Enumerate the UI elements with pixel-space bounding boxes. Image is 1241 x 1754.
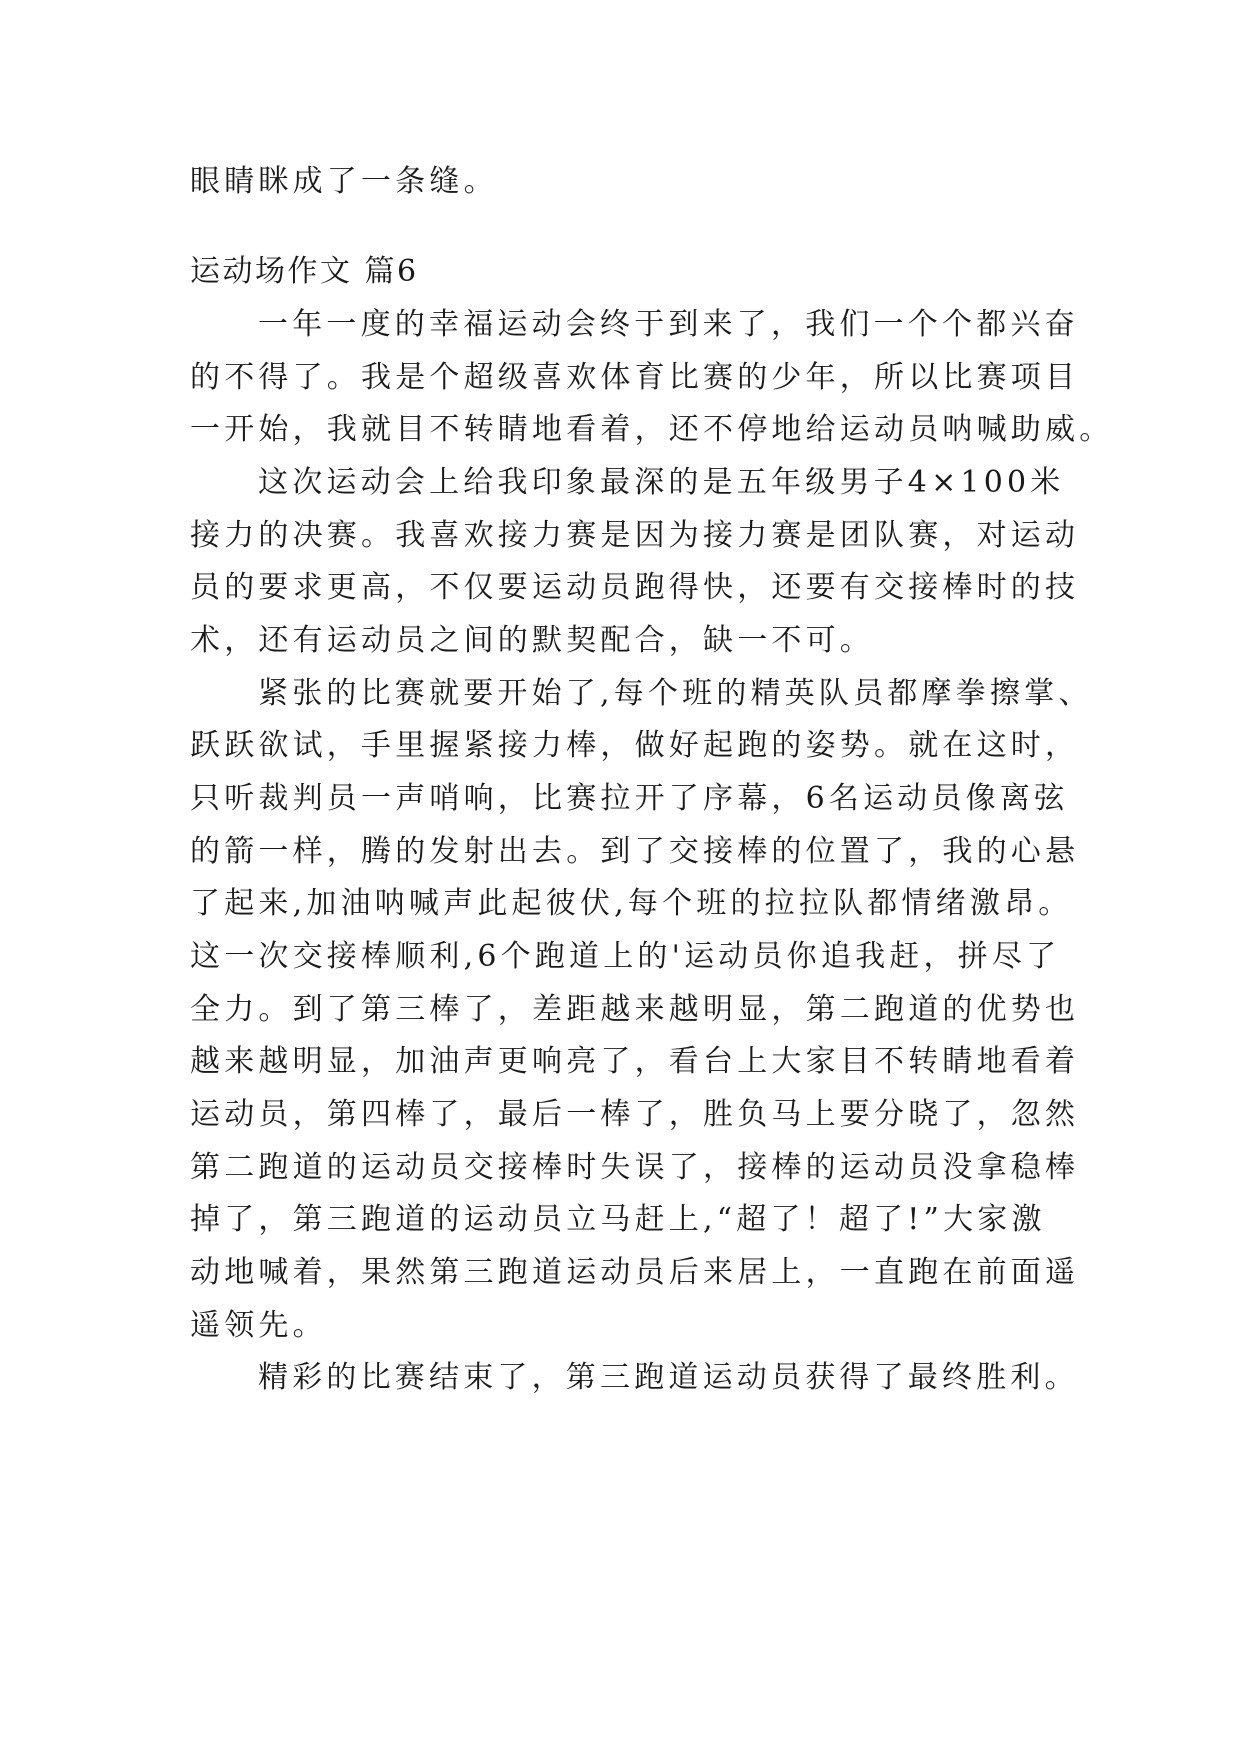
text-line: 第二跑道的运动员交接棒时失误了，接棒的运动员没拿稳棒 <box>190 1150 1080 1185</box>
text-line: 一年一度的幸福运动会终于到来了，我们一个个都兴奋 <box>258 307 1079 342</box>
text-line: 遥领先。 <box>190 1308 327 1343</box>
text-line: 眼睛眯成了一条缝。 <box>190 164 498 199</box>
text-line: 全力。到了第三棒了，差距越来越明显，第二跑道的优势也 <box>190 992 1080 1027</box>
text-line: 接力的决赛。我喜欢接力赛是因为接力赛是团队赛，对运动 <box>190 518 1080 553</box>
text-line: 紧张的比赛就要开始了,每个班的精英队员都摩拳擦掌、 <box>258 676 1093 711</box>
text-line: 的不得了。我是个超级喜欢体育比赛的少年，所以比赛项目 <box>190 360 1080 395</box>
text-line: 掉了，第三跑道的运动员立马赶上,“超了！超了!”大家激 <box>190 1202 1046 1237</box>
text-line: 跃跃欲试，手里握紧接力棒，做好起跑的姿势。就在这时， <box>190 728 1080 763</box>
section-heading: 运动场作文 篇6 <box>190 254 419 289</box>
text-line: 了起来,加油呐喊声此起彼伏,每个班的拉拉队都情绪激昂。 <box>190 886 1073 921</box>
text-line: 越来越明显，加油声更响亮了，看台上大家目不转睛地看着 <box>190 1044 1080 1079</box>
text-line: 一开始，我就目不转睛地看着，还不停地给运动员呐喊助威。 <box>190 412 1114 447</box>
text-line: 术，还有运动员之间的默契配合，缺一不可。 <box>190 623 874 658</box>
text-line: 这一次交接棒顺利,6个跑道上的'运动员你追我赶，拼尽了 <box>190 939 1061 974</box>
text-line: 运动员，第四棒了，最后一棒了，胜负马上要分晓了，忽然 <box>190 1097 1080 1132</box>
text-line: 动地喊着，果然第三跑道运动员后来居上，一直跑在前面遥 <box>190 1255 1080 1290</box>
text-line: 精彩的比赛结束了，第三跑道运动员获得了最终胜利。 <box>258 1360 1079 1395</box>
text-line: 的箭一样，腾的发射出去。到了交接棒的位置了，我的心悬 <box>190 834 1080 869</box>
text-line: 这次运动会上给我印象最深的是五年级男子4×100米 <box>258 465 1065 500</box>
text-line: 只听裁判员一声哨响，比赛拉开了序幕，6名运动员像离弦 <box>190 781 1069 816</box>
text-line: 员的要求更高，不仅要运动员跑得快，还要有交接棒时的技 <box>190 570 1080 605</box>
